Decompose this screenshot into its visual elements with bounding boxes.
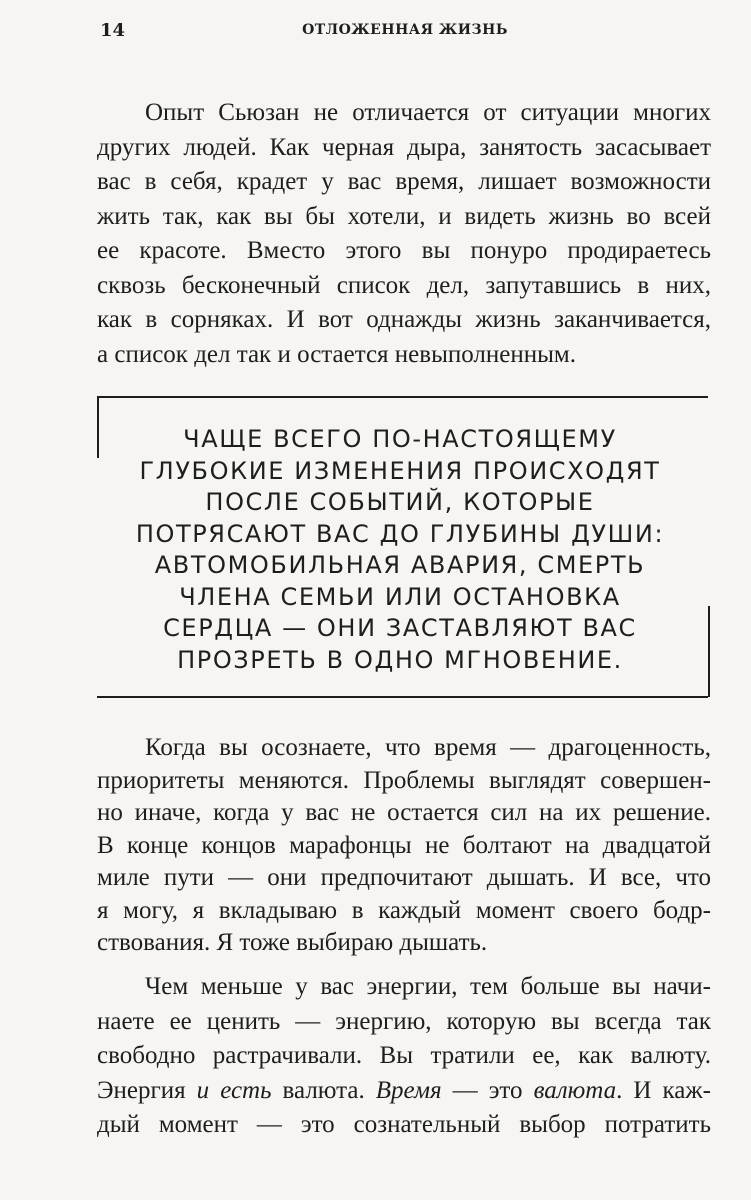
text-line: Когда вы осознаете, что время — драгоценность, — [145, 734, 711, 761]
page-header — [0, 20, 751, 50]
text-line: дый момент — это сознательный выбор потратить — [97, 1111, 711, 1138]
text-span: Энергия — [97, 1076, 197, 1104]
pullquote-line: ПРОЗРЕТЬ В ОДНО МГНОВЕНИЕ. — [177, 645, 623, 674]
text-line: но иначе, когда у вас не остается сил на их решение. — [97, 799, 711, 826]
text-span: . И каж- — [616, 1076, 711, 1104]
pullquote-line: ПОСЛЕ СОБЫТИЙ, КОТОРЫЕ — [205, 488, 595, 516]
text-line: ее красоте. Вместо этого вы понуро продираетесь — [97, 237, 711, 264]
text-line-mixed — [97, 1074, 711, 1109]
pullquote-line: ПОТРЯСАЮТ ВАС ДО ГЛУБИНЫ ДУШИ: — [135, 519, 665, 548]
italic-span: и есть — [196, 1076, 272, 1104]
italic-span: валюта — [533, 1076, 617, 1104]
pullquote-line: АВТОМОБИЛЬНАЯ АВАРИЯ, СМЕРТЬ — [154, 551, 646, 579]
paragraph-1 — [97, 96, 711, 372]
italic-span: Время — [375, 1076, 442, 1104]
text-line: я могу, я вкладываю в каждый момент своего бодр- — [97, 896, 711, 924]
running-title: ОТЛОЖЕННАЯ ЖИЗНЬ — [302, 22, 508, 38]
text-line: Чем меньше у вас энергии, тем больше вы начи- — [145, 973, 711, 1000]
pullquote-bottom-rule — [97, 696, 708, 698]
text-line: Опыт Сьюзан не отличается от ситуации многих — [145, 99, 711, 126]
pullquote-line: ГЛУБОКИЕ ИЗМЕНЕНИЯ ПРОИСХОДЯТ — [139, 456, 661, 485]
pullquote-left-bracket — [97, 396, 99, 458]
text-span: валюта. — [271, 1076, 376, 1104]
text-line: миле пути — они предпочитают дышать. И все, что — [97, 864, 711, 891]
text-line: как в сорняках. И вот однажды жизнь заканчивается, — [97, 306, 711, 333]
page-number: 14 — [100, 20, 126, 41]
pullquote-line: ЧАЩЕ ВСЕГО ПО-НАСТОЯЩЕМУ — [183, 425, 617, 453]
text-line: вас в себя, крадет у вас время, лишает возможности — [97, 168, 711, 195]
text-line: жить так, как вы бы хотели, и видеть жизнь во всей — [97, 202, 711, 230]
text-line: свободно растрачивали. Вы тратили ее, как валюту. — [97, 1042, 711, 1069]
text-line: наете ее ценить — энергию, которую вы всегда так — [97, 1007, 711, 1035]
text-line: ствования. Я тоже выбираю дышать. — [97, 929, 488, 956]
pullquote-right-bracket — [708, 606, 710, 697]
text-line: других людей. Как черная дыра, занятость засасывает — [97, 133, 711, 161]
text-line: а список дел так и остается невыполненным. — [97, 340, 577, 368]
text-line: приоритеты меняются. Проблемы выглядят совершен- — [97, 766, 711, 794]
text-line: сквозь бесконечный список дел, запутавшись в них, — [97, 271, 711, 299]
pullquote-top-rule — [97, 396, 708, 398]
pullquote — [100, 424, 700, 676]
text-span: — это — [441, 1076, 534, 1104]
paragraph-2 — [97, 732, 711, 960]
pullquote-line: СЕРДЦА — ОНИ ЗАСТАВЛЯЮТ ВАС — [163, 614, 637, 642]
pullquote-line: ЧЛЕНА СЕМЬИ ИЛИ ОСТАНОВКА — [179, 582, 621, 611]
paragraph-3 — [97, 970, 711, 1143]
text-line: В конце концов марафонцы не болтают на двадцатой — [97, 831, 711, 859]
